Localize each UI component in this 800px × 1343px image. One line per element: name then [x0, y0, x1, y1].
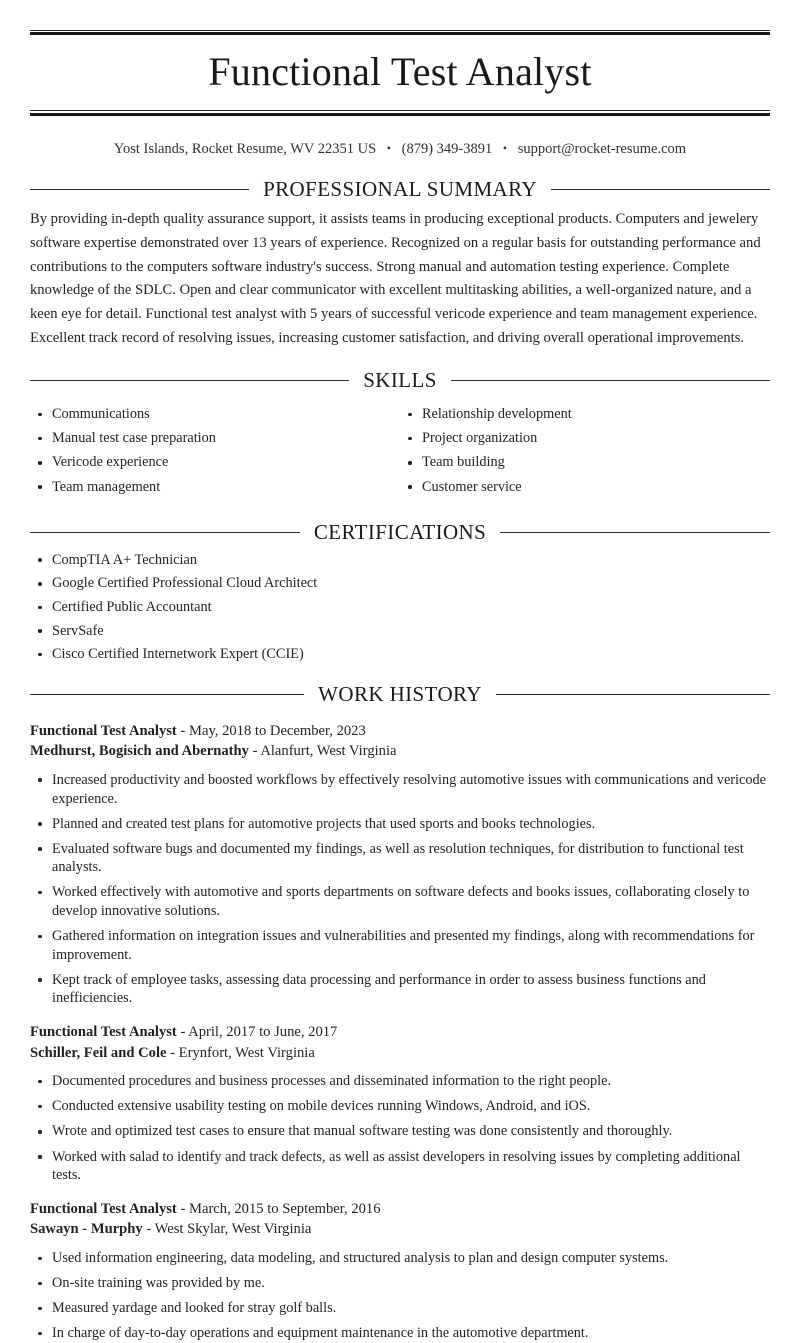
job-bullets: [30, 1249, 770, 1343]
section-title: WORK HISTORY: [318, 681, 482, 706]
professional-summary-text: By providing in-depth quality assurance support, it assists teams in producing exceptional products. Computers and jewelery software expertise demonstrated over 13 years of experience. Recognized on a regular basis for outstanding performance and contributions to the computers software industry's success. Strong manual and automation testing experience. Complete knowledge of the SDLC. Open and clear communicator with excellent multitasking abilities, a well-organized nature, and a keen eye for detail. Functional test analyst with 5 years of successful vericode experience and team management experience. Excellent track record of resolving issues, increasing customer satisfaction, and driving overall operational improvements.: [30, 211, 761, 346]
contact-separator-1: •: [386, 141, 391, 155]
list-item: Planned and created test plans for automotive projects that used sports and books technologies.: [30, 815, 770, 834]
job-dash: -: [180, 722, 186, 739]
list-item: Gathered information on integration issues and vulnerabilities and presented my findings, along with recommendations for improvement.: [30, 927, 770, 964]
list-item: Manual test case preparation: [30, 429, 400, 447]
heading-rule-right: [496, 694, 770, 695]
contact-email: support@rocket-resume.com: [517, 141, 687, 157]
list-item: On-site training was provided by me.: [30, 1274, 770, 1293]
list-item: Worked with salad to identify and track defects, as well as assist developers in resolving issues by completing additional tests.: [30, 1148, 770, 1185]
section-certifications: [30, 520, 770, 664]
contact-separator-2: •: [502, 141, 508, 155]
skills-columns: [30, 399, 770, 502]
list-item: Customer service: [400, 478, 770, 496]
section-skills: [30, 368, 770, 502]
list-item: Project organization: [400, 429, 770, 447]
page-title: Functional Test Analyst: [208, 49, 592, 94]
job-dash: -: [252, 743, 258, 760]
list-item: Increased productivity and boosted workflows by effectively resolving automotive issues with communications and vericode experience.: [30, 771, 770, 808]
job-company: Sawayn - Murphy: [30, 1221, 143, 1238]
section-work-history: [30, 682, 770, 1343]
work-history-entry: [30, 721, 770, 1008]
skills-column-left: [30, 399, 400, 502]
list-item: Vericode experience: [30, 453, 400, 471]
list-item: Cisco Certified Internetwork Expert (CCIE): [30, 645, 770, 663]
heading-rule-left: [30, 532, 300, 533]
skills-list-right: [400, 405, 770, 496]
section-professional-summary: [30, 177, 770, 350]
section-title: SKILLS: [363, 368, 437, 393]
list-item: ServSafe: [30, 622, 770, 640]
list-item: Team building: [400, 453, 770, 471]
list-item: Wrote and optimized test cases to ensure that manual software testing was done consistently and thoroughly.: [30, 1122, 770, 1141]
heading-rule-left: [30, 694, 304, 695]
job-company-line: [30, 741, 770, 762]
job-dash: -: [180, 1200, 186, 1217]
list-item: Team management: [30, 478, 400, 496]
job-bullets: [30, 771, 770, 1008]
heading-rule-right: [551, 189, 770, 190]
heading-rule-left: [30, 380, 349, 381]
section-title: CERTIFICATIONS: [313, 519, 487, 544]
work-history-entry: [30, 1022, 770, 1185]
heading-rule-right: [500, 532, 770, 533]
section-heading-skills: [30, 368, 770, 393]
job-title-line: [30, 721, 770, 742]
job-bullets: [30, 1072, 770, 1184]
job-location: Erynfort, West Virginia: [178, 1044, 315, 1061]
heading-rule-left: [30, 189, 249, 190]
contact-address: Yost Islands, Rocket Resume, WV 22351 US: [113, 141, 377, 157]
section-title: PROFESSIONAL SUMMARY: [263, 177, 537, 202]
resume-header: [30, 30, 770, 159]
skills-list-left: [30, 405, 400, 496]
list-item: Evaluated software bugs and documented my findings, as well as resolution techniques, for distribution to functional test analysts.: [30, 840, 770, 877]
job-dates: April, 2017 to June, 2017: [188, 1023, 338, 1040]
job-company-line: [30, 1219, 770, 1240]
list-item: Relationship development: [400, 405, 770, 423]
job-location: West Skylar, West Virginia: [154, 1221, 312, 1238]
contact-line: [30, 116, 770, 159]
section-heading-professional-summary: [30, 177, 770, 202]
job-company: Schiller, Feil and Cole: [30, 1044, 167, 1061]
job-title: Functional Test Analyst: [30, 722, 177, 739]
job-dates: March, 2015 to September, 2016: [188, 1200, 381, 1217]
list-item: CompTIA A+ Technician: [30, 551, 770, 569]
job-company-line: [30, 1043, 770, 1064]
certifications-list: [30, 551, 770, 664]
list-item: Measured yardage and looked for stray golf balls.: [30, 1299, 770, 1318]
contact-phone: (879) 349-3891: [401, 141, 493, 157]
job-company: Medhurst, Bogisich and Abernathy: [30, 743, 249, 760]
list-item: Google Certified Professional Cloud Architect: [30, 574, 770, 592]
job-title: Functional Test Analyst: [30, 1200, 177, 1217]
job-title: Functional Test Analyst: [30, 1023, 177, 1040]
list-item: Conducted extensive usability testing on mobile devices running Windows, Android, and iOS.: [30, 1097, 770, 1116]
job-dash: -: [180, 1023, 186, 1040]
list-item: In charge of day-to-day operations and equipment maintenance in the automotive department.: [30, 1324, 770, 1343]
job-title-line: [30, 1022, 770, 1043]
job-title-line: [30, 1199, 770, 1220]
list-item: Communications: [30, 405, 400, 423]
skills-column-right: [400, 399, 770, 502]
section-heading-certifications: [30, 520, 770, 545]
job-dash: -: [170, 1044, 176, 1061]
job-location: Alanfurt, West Virginia: [260, 743, 397, 760]
work-history-entry: [30, 1199, 770, 1343]
list-item: Certified Public Accountant: [30, 598, 770, 616]
list-item: Kept track of employee tasks, assessing data processing and performance in order to assess business functions and inefficiencies.: [30, 971, 770, 1008]
heading-rule-right: [451, 380, 770, 381]
list-item: Used information engineering, data modeling, and structured analysis to plan and design computer systems.: [30, 1249, 770, 1268]
list-item: Documented procedures and business processes and disseminated information to the right people.: [30, 1072, 770, 1091]
list-item: Worked effectively with automotive and sports departments on software defects and books issues, collaborating closely to develop innovative solutions.: [30, 883, 770, 920]
job-dash: -: [146, 1221, 152, 1238]
section-heading-work-history: [30, 682, 770, 707]
resume-page: [0, 30, 800, 1342]
job-dates: May, 2018 to December, 2023: [188, 722, 366, 739]
